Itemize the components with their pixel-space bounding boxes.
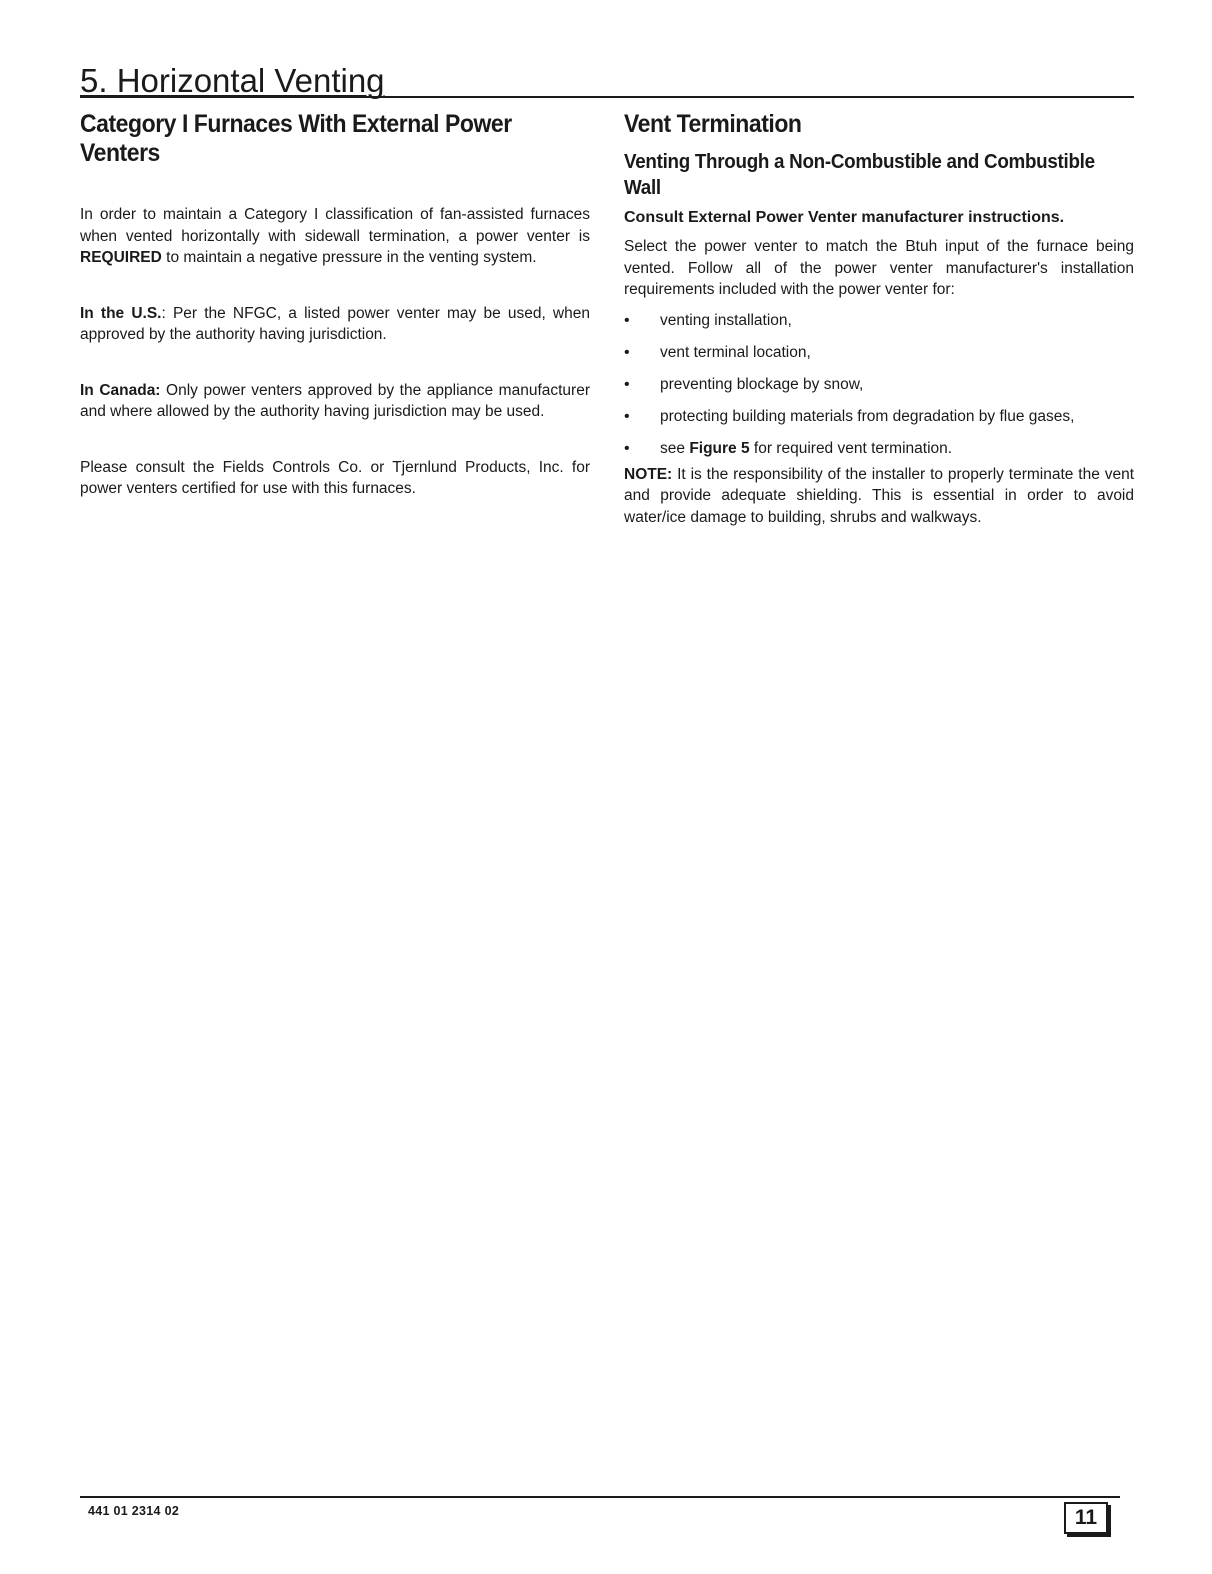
- bullet-icon: •: [624, 343, 630, 361]
- footer-rule: [80, 1496, 1120, 1498]
- list-item-text: vent terminal location,: [660, 343, 811, 361]
- list-item-text: venting installation,: [660, 311, 792, 329]
- requirements-list: [624, 310, 1134, 459]
- list-item-text: preventing blockage by snow,: [660, 375, 864, 393]
- note-lead: NOTE:: [624, 465, 673, 483]
- consult-instructions: Consult External Power Venter manufacturer instructions.: [624, 209, 1065, 226]
- list-item-text: see: [660, 439, 690, 457]
- bullet-icon: •: [624, 407, 630, 425]
- right-subheading: Venting Through a Non-Combustible and Combustible Wall: [624, 151, 1095, 199]
- intro-text-b: to maintain a negative pressure in the venting system.: [161, 249, 537, 266]
- right-heading: Vent Termination: [624, 110, 802, 138]
- figure-reference: Figure 5: [689, 439, 750, 457]
- list-item: [624, 342, 1134, 363]
- bullet-icon: •: [624, 311, 630, 329]
- document-number: 441 01 2314 02: [88, 1504, 180, 1518]
- page-number: 11: [1064, 1502, 1108, 1534]
- list-item: [624, 438, 1134, 459]
- note-paragraph: [624, 464, 1134, 529]
- us-paragraph: [80, 303, 590, 346]
- list-item-text: for required vent termination.: [749, 439, 953, 457]
- us-text: : Per the NFGC, a listed power venter may be used, when approved by the authority having jurisdiction.: [80, 304, 590, 343]
- consult-paragraph: Please consult the Fields Controls Co. or Tjernlund Products, Inc. for power venters certified for use with this furnaces.: [80, 458, 590, 497]
- section-title: 5. Horizontal Venting: [80, 62, 385, 99]
- canada-text: Only power venters approved by the appliance manufacturer and where allowed by the authority having jurisdiction may be used.: [80, 381, 590, 420]
- bullet-icon: •: [624, 375, 630, 393]
- list-item: [624, 374, 1134, 395]
- intro-paragraph: [80, 204, 590, 269]
- bullet-icon: •: [624, 439, 630, 457]
- us-lead: In the U.S.: [80, 304, 162, 322]
- list-item-text: protecting building materials from degradation by flue gases,: [660, 407, 1075, 425]
- title-rule: [80, 96, 1134, 98]
- canada-paragraph: [80, 380, 590, 423]
- intro-text-a: In order to maintain a Category I classification of fan-assisted furnaces when vented horizontally with sidewall termination, a power venter is: [80, 206, 590, 245]
- canada-lead: In Canada:: [80, 381, 161, 399]
- required-emphasis: REQUIRED: [80, 249, 162, 266]
- note-text: It is the responsibility of the installer to properly terminate the vent and provide adequate shielding. This is essential in order to avoid water/ice damage to building, shrubs and walkways.: [624, 465, 1134, 526]
- select-paragraph: Select the power venter to match the Btuh input of the furnace being vented. Follow all of the power venter manufacturer's installation requirements included with the power venter for:: [624, 238, 1134, 298]
- list-item: [624, 310, 1134, 331]
- left-column: [80, 110, 590, 500]
- list-item: [624, 406, 1134, 427]
- left-heading: Category I Furnaces With External Power Venters: [80, 110, 512, 167]
- right-column: [624, 110, 1134, 528]
